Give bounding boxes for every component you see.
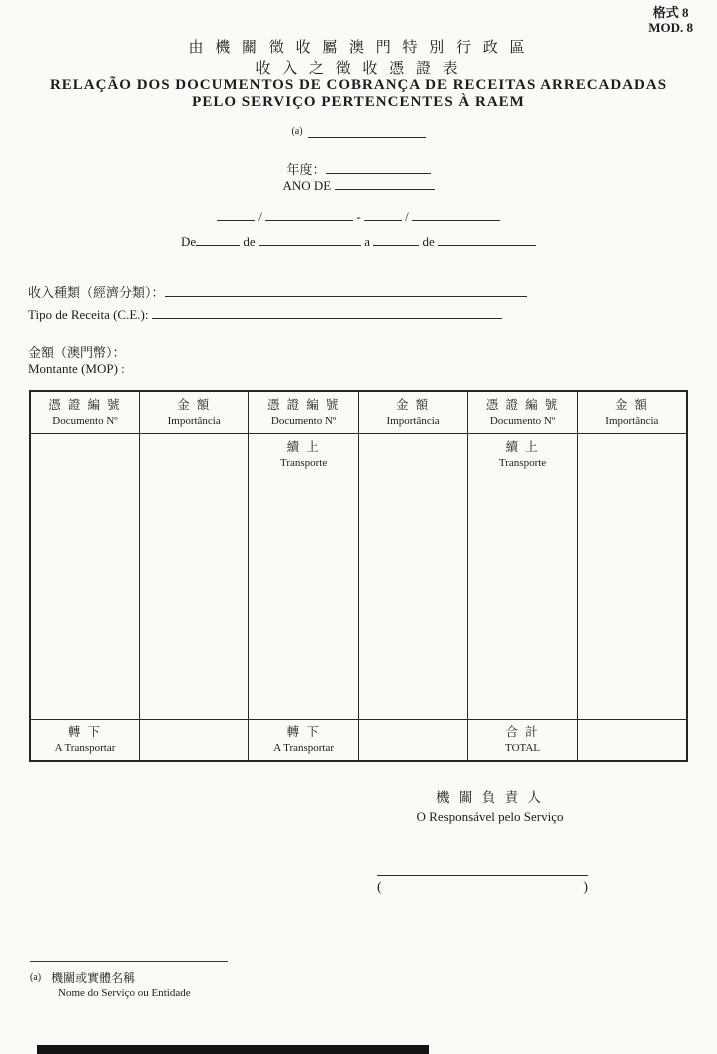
year-row-pt: [0, 178, 717, 194]
footer-cell-empty-3: [577, 719, 687, 761]
date-blank-month2: [412, 209, 500, 221]
header-documento-2-cn: 憑 證 編 號: [266, 397, 341, 412]
header-cell-documento-1: [30, 391, 139, 433]
footnote-rule: [30, 961, 228, 962]
body-cell-importancia-2: [358, 433, 467, 719]
form-code-block: [648, 5, 693, 35]
date-slash-1: /: [258, 209, 262, 224]
footnote-line-cn: [30, 969, 135, 986]
body-cell-documento-1: [30, 433, 139, 719]
year-label-cn: 年度：: [286, 162, 326, 177]
year-blank-pt: [335, 178, 435, 190]
year-blank-cn: [326, 162, 431, 174]
header-importancia-3-cn: 金 額: [614, 397, 649, 412]
date-word-de2: de: [243, 234, 256, 249]
carry-over-3-cn: 續 上: [505, 439, 540, 454]
table-body-row: [30, 433, 687, 719]
header-importancia-2-pt: Importância: [386, 414, 440, 427]
header-importancia-1-cn: 金 額: [177, 397, 212, 412]
montante-label-pt: Montante (MOP) :: [28, 361, 125, 376]
header-cell-documento-3: [468, 391, 577, 433]
carry-over-3-pt: Transporte: [498, 456, 547, 469]
footer-cell-transportar-1: [30, 719, 139, 761]
form-code-mod: MOD. 8: [648, 20, 693, 35]
body-cell-documento-3: [468, 433, 577, 719]
year-label-pt: ANO DE: [282, 178, 332, 193]
signature-title-cn: 機 關 負 責 人: [436, 790, 544, 805]
receita-label-pt: Tipo de Receita (C.E.):: [28, 307, 149, 322]
signature-title-pt: O Responsável pelo Serviço: [416, 809, 564, 824]
signature-parentheses: [377, 880, 588, 896]
header-documento-2-pt: Documento Nº: [270, 414, 337, 427]
carry-over-2-pt: Transporte: [280, 456, 328, 469]
receita-label-cn: 收入種類（經濟分類）：: [28, 285, 165, 300]
receita-row-pt: [28, 307, 502, 323]
date-word-de3: de: [422, 234, 435, 249]
total-pt: TOTAL: [505, 742, 541, 755]
total-cn: 合 計: [505, 725, 540, 740]
entity-name-row: [0, 126, 717, 142]
date-word-a: a: [364, 234, 370, 249]
header-documento-1-pt: Documento Nº: [52, 414, 118, 427]
header-documento-3-cn: 憑 證 編 號: [485, 397, 560, 412]
receipts-table: [29, 390, 688, 762]
carry-forward-1-pt: A Transportar: [54, 742, 116, 755]
scan-artifact-bar: [37, 1045, 429, 1054]
receita-row-cn: [28, 282, 527, 301]
receita-blank-pt: [152, 307, 502, 319]
header-importancia-1-pt: Importância: [167, 414, 221, 427]
footer-cell-total: [468, 719, 577, 761]
footnote-line-pt: Nome do Serviço ou Entidade: [58, 987, 191, 999]
table-header-row: [30, 391, 687, 433]
date-word-de1: De: [180, 234, 197, 249]
form-title-pt-line1: RELAÇÃO DOS DOCUMENTOS DE COBRANÇA DE RECEITAS ARRECADADAS: [49, 77, 668, 93]
form-code-cn: 格式 8: [652, 5, 689, 20]
header-importancia-3-pt: Importância: [605, 414, 659, 427]
form-title-pt-line2: PELO SERVIÇO PERTENCENTES À RAEM: [192, 94, 525, 110]
signature-line: [377, 875, 588, 876]
table-footer-row: [30, 719, 687, 761]
montante-label-cn: 金額（澳門幣）：: [28, 345, 126, 360]
year-row-cn: [0, 159, 717, 178]
carry-forward-2-cn: 轉 下: [286, 725, 321, 740]
date-dash: -: [356, 209, 361, 224]
entity-note-marker: (a): [291, 126, 303, 137]
receita-blank-cn: [165, 285, 527, 297]
entity-name-blank: [308, 126, 426, 138]
body-cell-documento-2: [249, 433, 358, 719]
date-words-blank2: [259, 234, 361, 246]
footer-cell-empty-2: [358, 719, 467, 761]
footer-cell-transportar-2: [249, 719, 358, 761]
date-blank-day2: [364, 209, 402, 221]
carry-forward-1-cn: 轉 下: [67, 725, 103, 740]
signature-paren-open: (: [377, 880, 382, 895]
date-blank-month1: [265, 209, 353, 221]
date-slash-2: /: [405, 209, 409, 224]
date-words-row: [0, 234, 717, 250]
body-cell-importancia-1: [139, 433, 248, 719]
date-numeric-row: [0, 209, 717, 225]
header-documento-1-cn: 憑 證 編 號: [48, 397, 122, 412]
header-cell-documento-2: [249, 391, 358, 433]
header-cell-importancia-1: [139, 391, 248, 433]
date-words-blank3: [373, 234, 419, 246]
date-words-blank4: [438, 234, 536, 246]
form-title-cn-line2: 收 入 之 徵 收 憑 證 表: [255, 61, 462, 77]
header-cell-importancia-3: [577, 391, 687, 433]
header-cell-importancia-2: [358, 391, 467, 433]
header-documento-3-pt: Documento Nº: [489, 414, 556, 427]
carry-over-2-cn: 續 上: [286, 439, 321, 454]
carry-forward-2-pt: A Transportar: [273, 742, 335, 755]
footnote-marker: (a): [30, 972, 42, 983]
date-words-blank1: [196, 234, 240, 246]
date-blank-day1: [217, 209, 255, 221]
footer-cell-empty-1: [139, 719, 248, 761]
signature-block: [368, 786, 612, 825]
header-importancia-2-cn: 金 額: [396, 397, 431, 412]
signature-paren-close: ): [583, 880, 588, 895]
form-title-cn-line1: 由 機 關 徵 收 屬 澳 門 特 別 行 政 區: [188, 40, 529, 56]
footnote-text-cn: 機關或實體名稱: [51, 971, 136, 985]
body-cell-importancia-3: [577, 433, 687, 719]
